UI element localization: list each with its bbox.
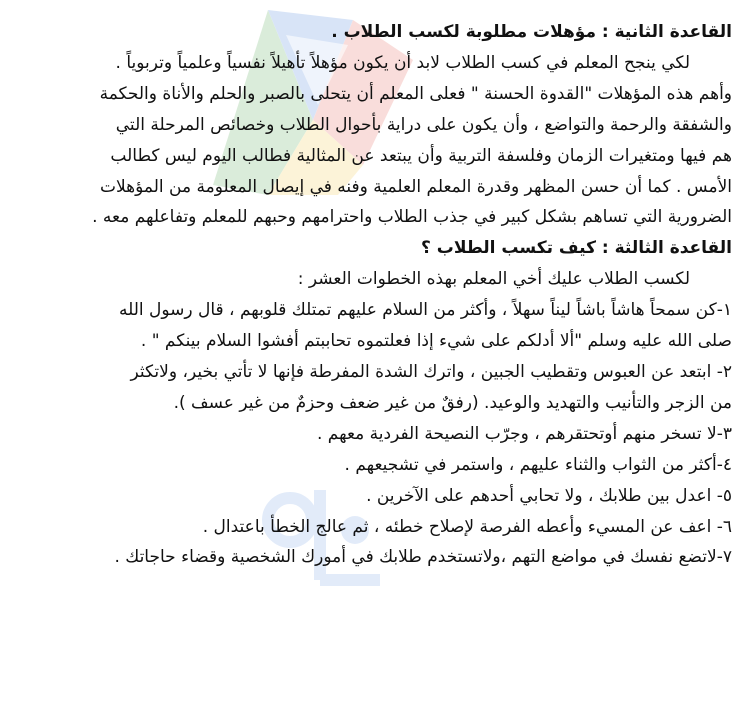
rule3-heading: القاعدة الثالثة : كيف تكسب الطلاب ؟	[420, 238, 732, 259]
list-item-continuation: صلى الله عليه وسلم "ألا أدلكم على شيء إذا فعلتموه تحاببتم أفشوا السلام بينكم " .	[140, 331, 732, 352]
list-item: ٤-أكثر من الثواب والثناء عليهم ، واستمر في تشجيعهم .	[344, 454, 732, 475]
list-item: ١-كن سمحاً هاشاً باشاً ليناً سهلاً ، وأكثر من السلام عليهم تمتلك قلوبهم ، قال رسول الله	[118, 300, 732, 321]
list-item: ٢- ابتعد عن العبوس وتقطيب الجبين ، واترك الشدة المفرطة فإنها لا تأتي بخير، ولاتكثر	[130, 361, 732, 382]
list-item: ٧-لاتضع نفسك في مواضع التهم ،ولاتستخدم طلابك في أمورك الشخصية وقضاء حاجاتك .	[114, 547, 732, 568]
rule2-heading: القاعدة الثانية : مؤهلات مطلوبة لكسب الطلاب .	[331, 22, 732, 42]
text-line: لكي ينجح المعلم في كسب الطلاب لابد أن يكون مؤهلاً تأهيلاً نفسياً وعلمياً وتربوياً .	[115, 52, 690, 73]
list-item: ٥- اعدل بين طلابك ، ولا تحابي أحدهم على الآخرين .	[366, 485, 732, 506]
text-line: هم فيها ومتغيرات الزمان وفلسفة التربية وأن يبتعد عن المثالية فطالب اليوم ليس كطالب	[110, 145, 732, 166]
text-line: الأمس . كما أن حسن المظهر وقدرة المعلم العلمية وفنه في إيصال المعلومة من المؤهلات	[100, 176, 732, 197]
list-item-continuation: من الزجر والتأنيب والتهديد والوعيد. (رفقٌ من غير ضعف وحزمٌ من غير عسف ).	[173, 392, 732, 413]
text-line: وأهم هذه المؤهلات "القدوة الحسنة " فعلى المعلم أن يتحلى بالصبر والحلم والأناة والحكمة	[99, 83, 732, 104]
text-line: الضرورية التي تساهم بشكل كبير في جذب الطلاب واحترامهم وحبهم للمعلم وتفاعلهم معه .	[92, 207, 732, 228]
text-line: لكسب الطلاب عليك أخي المعلم بهذه الخطوات العشر :	[297, 269, 690, 290]
list-item: ٦- اعف عن المسيء وأعطه الفرصة لإصلاح خطئه ، ثم عالج الخطأ باعتدال .	[202, 516, 732, 537]
list-item: ٣-لا تسخر منهم أوتحتقرهم ، وجرّب النصيحة الفردية معهم .	[316, 423, 732, 444]
text-line: والشفقة والرحمة والتواضع ، وأن يكون على دراية بأحوال الطلاب وخصائص المرحلة التي	[115, 114, 732, 135]
